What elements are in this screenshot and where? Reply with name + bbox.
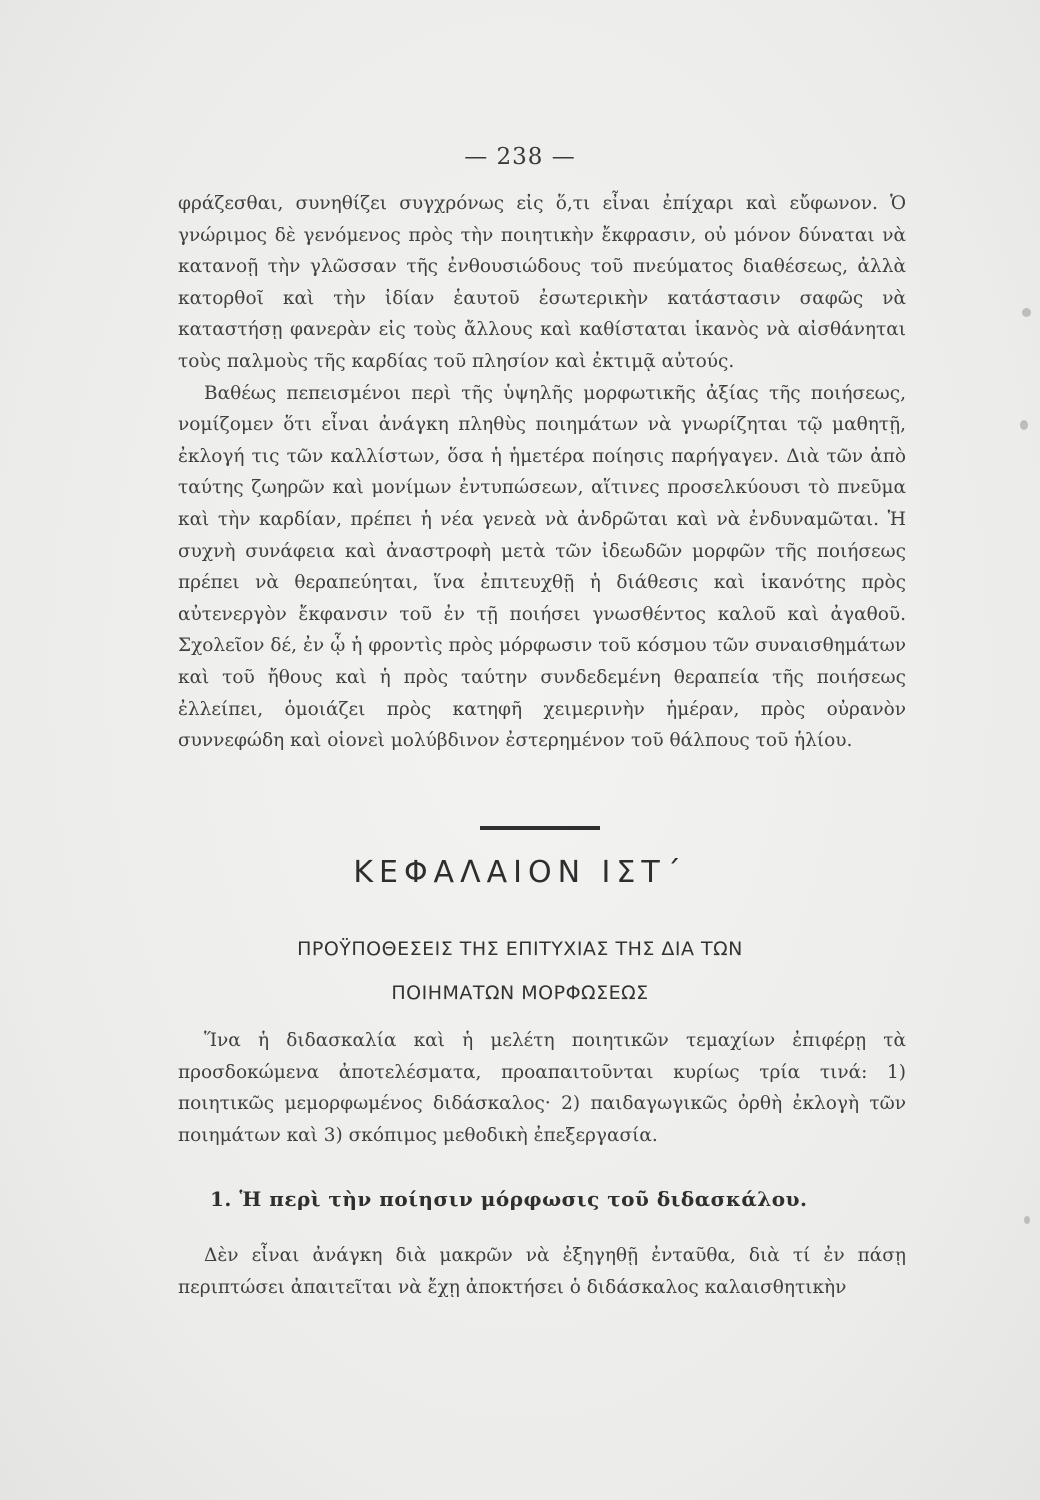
chapter-subtitle: [0, 927, 1040, 1015]
chapter-intro-block: [178, 1025, 906, 1151]
page-number: — 238 —: [464, 144, 576, 170]
paper-speck: [1022, 308, 1031, 317]
paper-speck: [1024, 1216, 1030, 1224]
section-divider-rule: [480, 826, 600, 830]
continued-text-block: [178, 188, 906, 757]
section-text-block: [178, 1240, 906, 1303]
paragraph-poetry-value: Βαθέως πεπεισμένοι περὶ τῆς ὑψηλῆς μορφωτικῆς ἀξίας τῆς ποιήσεως, νομίζομεν ὅτι εἶναι ἀνάγκη πληθὺς ποιημάτων νὰ γνωρίζηται τῷ μαθητῇ, ἐκλογή τις τῶν καλλίστων, ὅσα ἡ ἡμετέρα ποίησις παρήγαγεν. Διὰ τῶν ἀπὸ ταύτης ζωηρῶν καὶ μονίμων ἐντυπώσεων, αἵτινες προσελκύουσι τὸ πνεῦμα καὶ τὴν καρδίαν, πρέπει ἡ νέα γενεὰ νὰ ἀνδρῶται καὶ νὰ ἐνδυναμῶται. Ἡ συχνὴ συνάφεια καὶ ἀναστροφὴ μετὰ τῶν ἰδεωδῶν μορφῶν τῆς ποιήσεως πρέπει νὰ θεραπεύηται, ἵνα ἐπιτευχθῇ ἡ διάθεσις καὶ ἱκανότης πρὸς αὐτενεργὸν ἔκφανσιν τοῦ ἐν τῇ ποιήσει γνωσθέντος καλοῦ καὶ ἀγαθοῦ. Σχολεῖον δέ, ἐν ᾧ ἡ φροντὶς πρὸς μόρφωσιν τοῦ κόσμου τῶν συναισθημάτων καὶ τοῦ ἤθους καὶ ἡ πρὸς ταύτην συνδεδεμένη θεραπεία τῆς ποιήσεως ἐλλείπει, ὁμοιάζει πρὸς κατηφῆ χειμερινὴν ἡμέραν, πρὸς οὐρανὸν συννεφώδη καὶ οἱονεὶ μολύβδινον ἐστερημένον τοῦ θάλπους τοῦ ἡλίου.: [178, 382, 906, 752]
chapter-intro-paragraph: Ἵνα ἡ διδασκαλία καὶ ἡ μελέτη ποιητικῶν τεμαχίων ἐπιφέρῃ τὰ προσδοκώμενα ἀποτελέσματα, προαπαιτοῦνται κυρίως τρία τινά: 1) ποιητικῶς μεμορφωμένος διδάσκαλος· 2) παιδαγωγικῶς ὀρθὴ ἐκλογὴ τῶν ποιημάτων καὶ 3) σκόπιμος μεθοδικὴ ἐπεξεργασία.: [178, 1030, 906, 1146]
chapter-subtitle-line-1: ΠΡΟΫΠΟΘΕΣΕΙΣ ΤΗΣ ΕΠΙΤΥΧΙΑΣ ΤΗΣ ΔΙΑ ΤΩΝ: [297, 938, 743, 960]
chapter-title: ΚΕΦΑΛΑΙΟΝ ΙΣΤ΄: [353, 855, 687, 890]
paragraph-continued: φράζεσθαι, συνηθίζει συγχρόνως εἰς ὅ,τι εἶναι ἐπίχαρι καὶ εὔφωνον. Ὁ γνώριμος δὲ γενόμενος πρὸς τὴν ποιητικὴν ἔκφρασιν, οὐ μόνον δύναται νὰ κατανοῇ τὴν γλῶσσαν τῆς ἐνθουσιώδους τοῦ πνεύματος διαθέσεως, ἀλλὰ κατορθοῖ καὶ τὴν ἰδίαν ἑαυτοῦ ἐσωτερικὴν κατάστασιν σαφῶς νὰ καταστήσῃ φανερὰν εἰς τοὺς ἄλλους καὶ καθίσταται ἱκανὸς νὰ αἰσθάνηται τοὺς παλμοὺς τῆς καρδίας τοῦ πλησίον καὶ ἐκτιμᾷ αὐτούς.: [178, 193, 906, 372]
chapter-subtitle-line-2: ΠΟΙΗΜΑΤΩΝ ΜΟΡΦΩΣΕΩΣ: [391, 982, 649, 1004]
section-heading: 1. Ἡ περὶ τὴν ποίησιν μόρφωσις τοῦ διδασκάλου.: [210, 1187, 808, 1211]
paper-speck: [1020, 420, 1028, 430]
section-paragraph: Δὲν εἶναι ἀνάγκη διὰ μακρῶν νὰ ἐξηγηθῇ ἐνταῦθα, διὰ τί ἐν πάσῃ περιπτώσει ἀπαιτεῖται νὰ ἔχῃ ἀποκτήσει ὁ διδάσκαλος καλαισθητικὴν: [178, 1245, 906, 1298]
